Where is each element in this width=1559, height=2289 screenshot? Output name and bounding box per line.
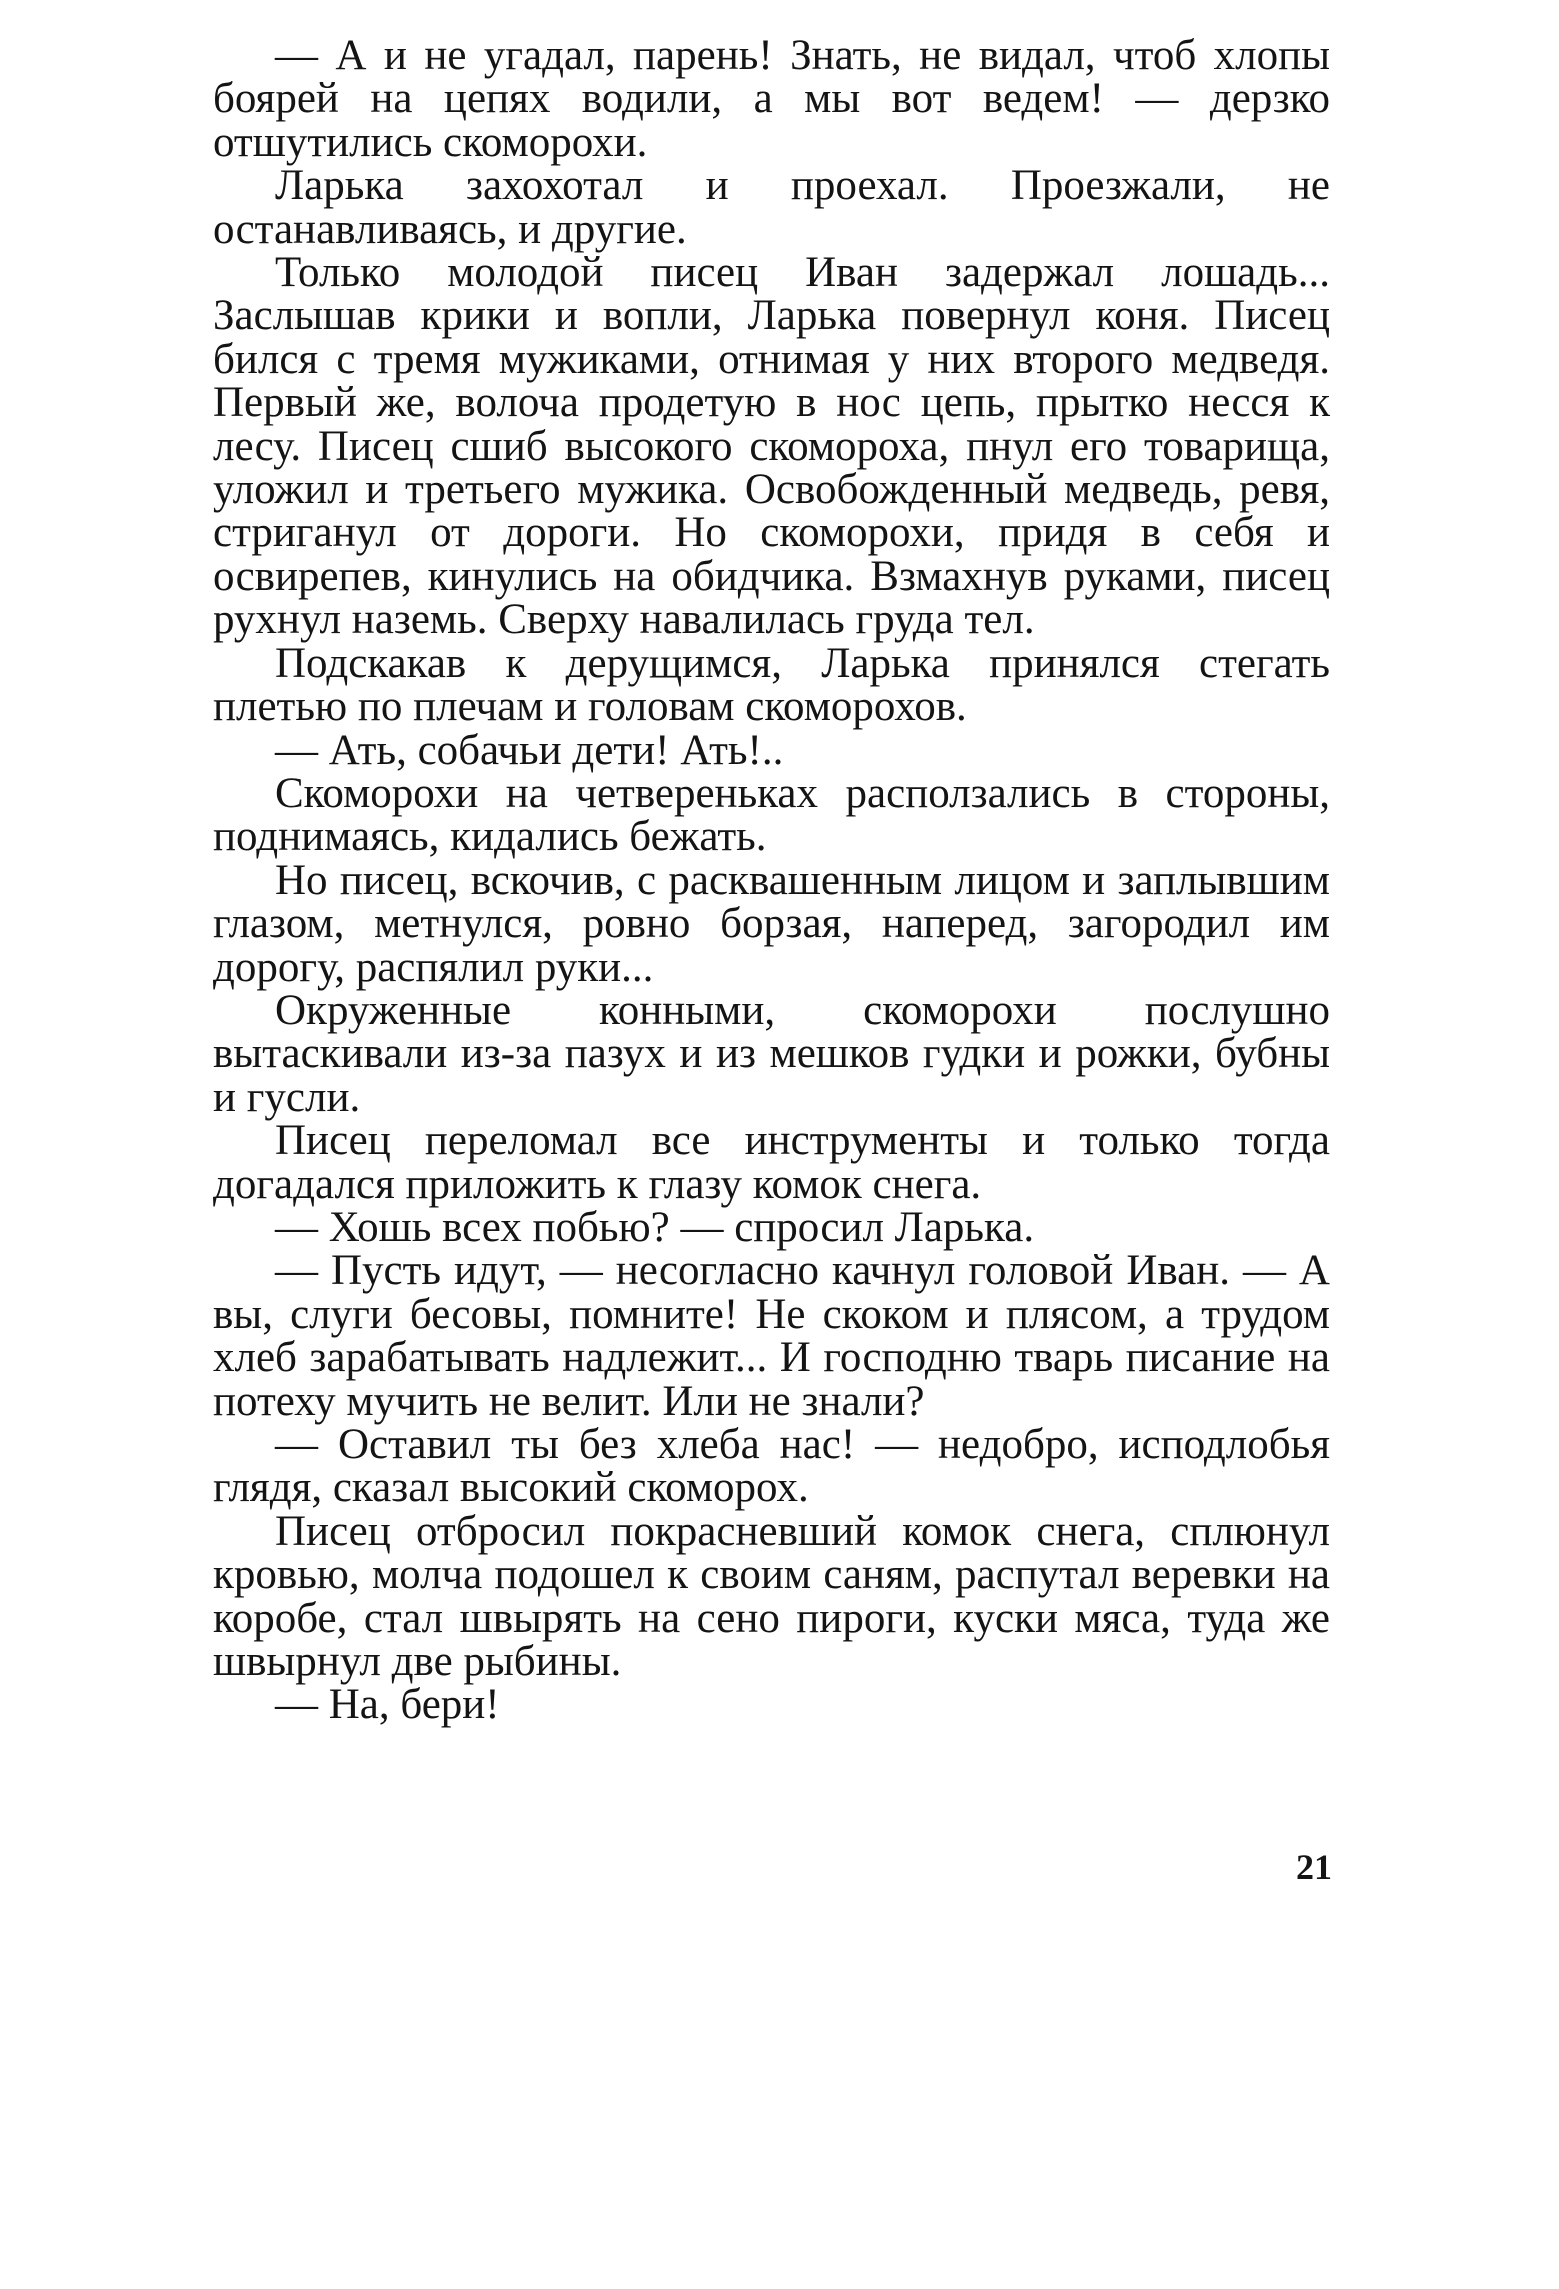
paragraph: — Хошь всех побью? — спросил Ларька. (275, 1203, 1035, 1251)
paragraph: Только молодой писец Иван задержал лошадь... Заслышав крики и вопли, Ларька повернул коня. Писец бился с тремя мужиками, отнимая у них второго медведя. Первый же, волоча продетую в нос цепь, прытко несся к лесу. Писец сшиб высокого скомороха, пнул его товарища, уложил и третьего мужика. Освобожденный медведь, ревя, стриганул от дороги. Но скоморохи, придя в себя и освирепев, кинулись на обидчика. Взмахнув руками, писец рухнул наземь. Сверху навалилась груда тел. (213, 249, 1330, 644)
page-number: 21 (1296, 1847, 1332, 1887)
paragraph: Окруженные конными, скоморохи послушно вытаскивали из-за пазух и из мешков гудки и рожки, бубны и гусли. (213, 986, 1330, 1121)
book-page-text (213, 34, 1330, 1727)
paragraph: Скоморохи на четвереньках расползались в стороны, поднимаясь, кидались бежать. (213, 769, 1330, 861)
paragraph: — На, бери! (275, 1681, 500, 1729)
paragraph: — А и не угадал, парень! Знать, не видал, чтоб хлопы боярей на цепях водили, а мы вот ведем! — дерзко отшутились скоморохи. (213, 32, 1330, 166)
paragraph: Подскакав к дерущимся, Ларька принялся стегать плетью по плечам и головам скоморохов. (213, 639, 1330, 731)
paragraph: — Пусть идут, — несогласно качнул головой Иван. — А вы, слуги бесовы, помните! Не скоком и плясом, а трудом хлеб зарабатывать надлежит... И господню тварь писание на потеху мучить не велит. Или не знали? (213, 1247, 1330, 1425)
paragraph: Но писец, вскочив, с расквашенным лицом и заплывшим глазом, метнулся, ровно борзая, наперед, загородил им дорогу, распялил руки... (213, 856, 1330, 991)
paragraph: Писец отбросил покрасневший комок снега, сплюнул кровью, молча подошел к своим саням, распутал веревки на коробе, стал швырять на сено пироги, куски мяса, туда же швырнул две рыбины. (213, 1507, 1330, 1686)
paragraph: — Ать, собачьи дети! Ать!.. (275, 726, 784, 774)
paragraph: — Оставил ты без хлеба нас! — недобро, исподлобья глядя, сказал высокий скоморох. (213, 1421, 1330, 1512)
paragraph: Ларька захохотал и проехал. Проезжали, не останавливаясь, и другие. (213, 162, 1330, 253)
paragraph: Писец переломал все инструменты и только тогда догадался приложить к глазу комок снега. (213, 1117, 1330, 1208)
